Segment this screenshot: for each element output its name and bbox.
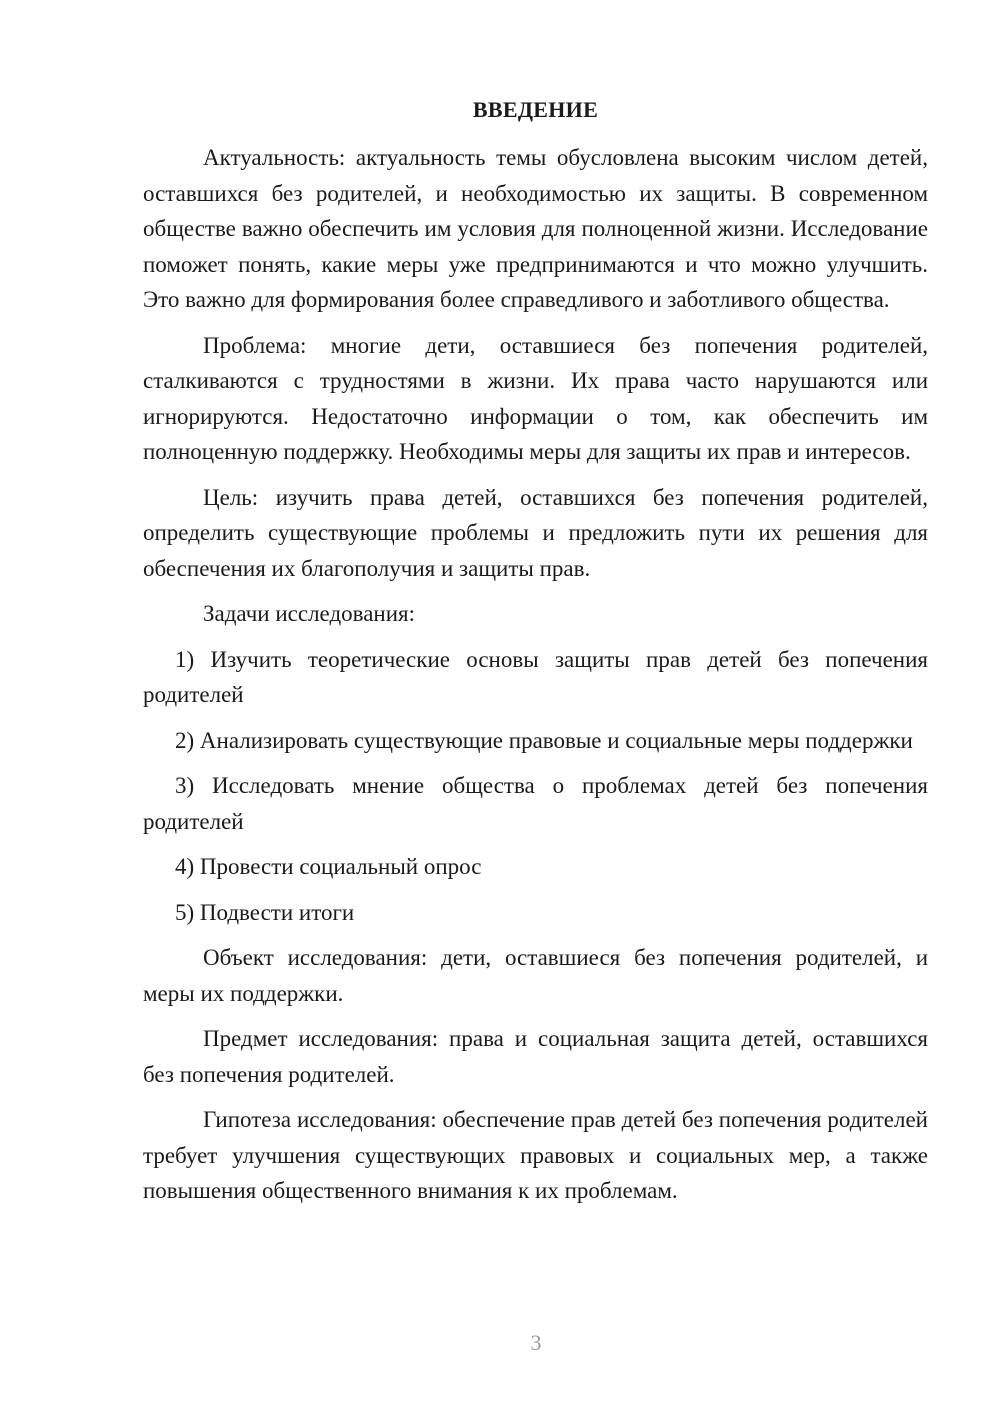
task-item: 1) Изучить теоретические основы защиты прав детей без попечения родителей (143, 646, 928, 707)
object-paragraph: Объект исследования: дети, оставшиеся без попечения родителей, и меры их поддержки. (143, 945, 928, 1006)
task-item: 4) Провести социальный опрос (175, 854, 482, 879)
document-body (143, 95, 928, 1209)
problem-paragraph: Проблема: многие дети, оставшиеся без попечения родителей, сталкиваются с трудностями в жизни. Их права часто нарушаются или игнорируются. Недостаточно информации о том, как обеспечить им полноценную поддержку. Необходимы меры для защиты их прав и интересов. (143, 332, 928, 464)
task-item: 2) Анализировать существующие правовые и социальные меры поддержки (175, 727, 913, 753)
page-title: ВВЕДЕНИЕ (472, 97, 599, 122)
tasks-heading: Задачи исследования: (203, 601, 416, 626)
goal-paragraph: Цель: изучить права детей, оставшихся без попечения родителей, определить существующие проблемы и предложить пути их решения для обеспечения их благополучия и защиты прав. (143, 484, 928, 581)
task-item: 3) Исследовать мнение общества о проблемах детей без попечения родителей (143, 773, 928, 834)
tasks-list (143, 642, 928, 931)
page-number: 3 (530, 1330, 542, 1355)
hypothesis-paragraph: Гипотеза исследования: обеспечение прав детей без попечения родителей требует улучшения существующих правовых и социальных мер, а также повышения общественного внимания к их проблемам. (143, 1107, 928, 1203)
relevance-paragraph: Актуальность: актуальность темы обусловлена высоким числом детей, оставшихся без родителей, и необходимостью их защиты. В современном обществе важно обеспечить им условия для полноценной жизни. Исследование поможет понять, какие меры уже предпринимаются и что можно улучшить. Это важно для формирования более справедливого и заботливого общества. (143, 145, 928, 312)
subject-paragraph: Предмет исследования: права и социальная защита детей, оставшихся без попечения родителей. (143, 1026, 928, 1087)
task-item: 5) Подвести итоги (175, 899, 355, 925)
